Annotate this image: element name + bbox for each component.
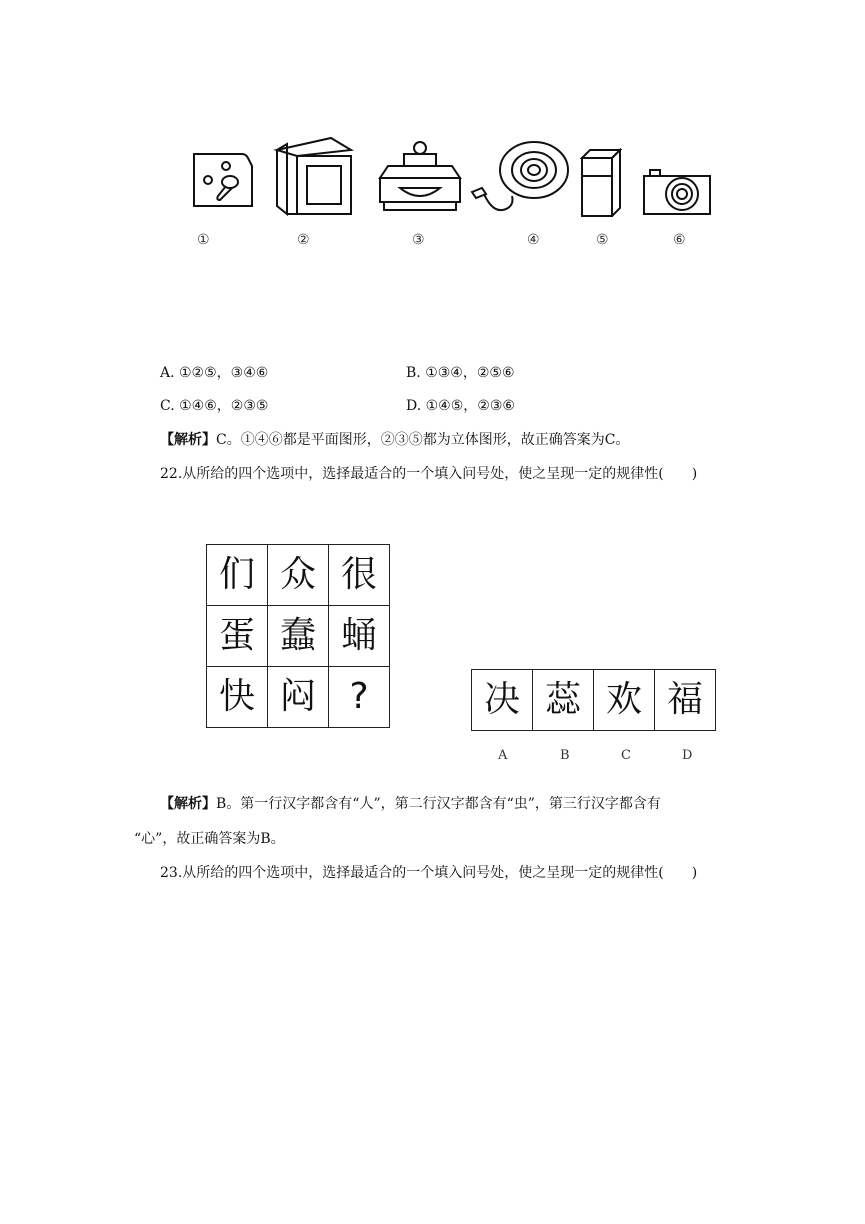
q21-option-c: C. ①④⑥，②③⑤ (160, 398, 269, 414)
grid-cell: 蛹 (329, 606, 390, 667)
figure-number-3: ③ (412, 232, 425, 248)
grid-cell: 众 (268, 545, 329, 606)
q22-analysis-line1 (160, 794, 661, 814)
q22-analysis-line2: “心”，故正确答案为B。 (134, 831, 285, 847)
figure-1-switch-icon (190, 150, 256, 210)
q21-analysis-tag: 【解析】 (160, 432, 216, 448)
figure-number-2: ② (297, 232, 310, 248)
figure-number-1: ① (197, 232, 210, 248)
q21-option-d: D. ①④⑤，②③⑥ (406, 398, 515, 414)
figure-3-cd-drive-icon (374, 138, 464, 214)
option-label-a: A (498, 748, 508, 763)
option-label-b: B (560, 748, 570, 763)
q21-analysis-text: C。①④⑥都是平面图形，②③⑤都为立体图形，故正确答案为C。 (216, 432, 630, 448)
figure-5-refrigerator-icon (578, 148, 624, 220)
figure-number-6: ⑥ (673, 232, 686, 248)
figure-number-5: ⑤ (596, 232, 609, 248)
figure-4-cd-disc-icon (468, 138, 574, 220)
figure-number-4: ④ (527, 232, 540, 248)
grid-cell-question-mark: ? (329, 667, 390, 728)
figure-2-monitor-icon (273, 134, 355, 220)
option-cell-d: 福 (655, 670, 716, 731)
q23-question: 23.从所给的四个选项中，选择最适合的一个填入问号处，使之呈现一定的规律性( ) (160, 865, 698, 881)
option-cell-a: 决 (472, 670, 533, 731)
option-label-d: D (682, 748, 693, 763)
q21-option-a: A. ①②⑤，③④⑥ (160, 365, 269, 381)
option-cell-b: 蕊 (533, 670, 594, 731)
grid-cell: 蠢 (268, 606, 329, 667)
grid-cell: 蛋 (207, 606, 268, 667)
q22-question: 22.从所给的四个选项中，选择最适合的一个填入问号处，使之呈现一定的规律性( ) (160, 466, 698, 482)
grid-cell: 闷 (268, 667, 329, 728)
figure-6-camera-icon (640, 162, 714, 218)
q21-analysis (160, 430, 629, 450)
option-label-c: C (621, 748, 631, 763)
grid-cell: 快 (207, 667, 268, 728)
q22-character-grid (206, 544, 390, 728)
q22-analysis-text: B。第一行汉字都含有“人”，第二行汉字都含有“虫”，第三行汉字都含有 (216, 796, 661, 812)
grid-cell: 们 (207, 545, 268, 606)
q22-analysis-tag: 【解析】 (160, 796, 216, 812)
grid-cell: 很 (329, 545, 390, 606)
q21-option-b: B. ①③④，②⑤⑥ (406, 365, 515, 381)
q22-option-row (471, 669, 716, 731)
option-cell-c: 欢 (594, 670, 655, 731)
